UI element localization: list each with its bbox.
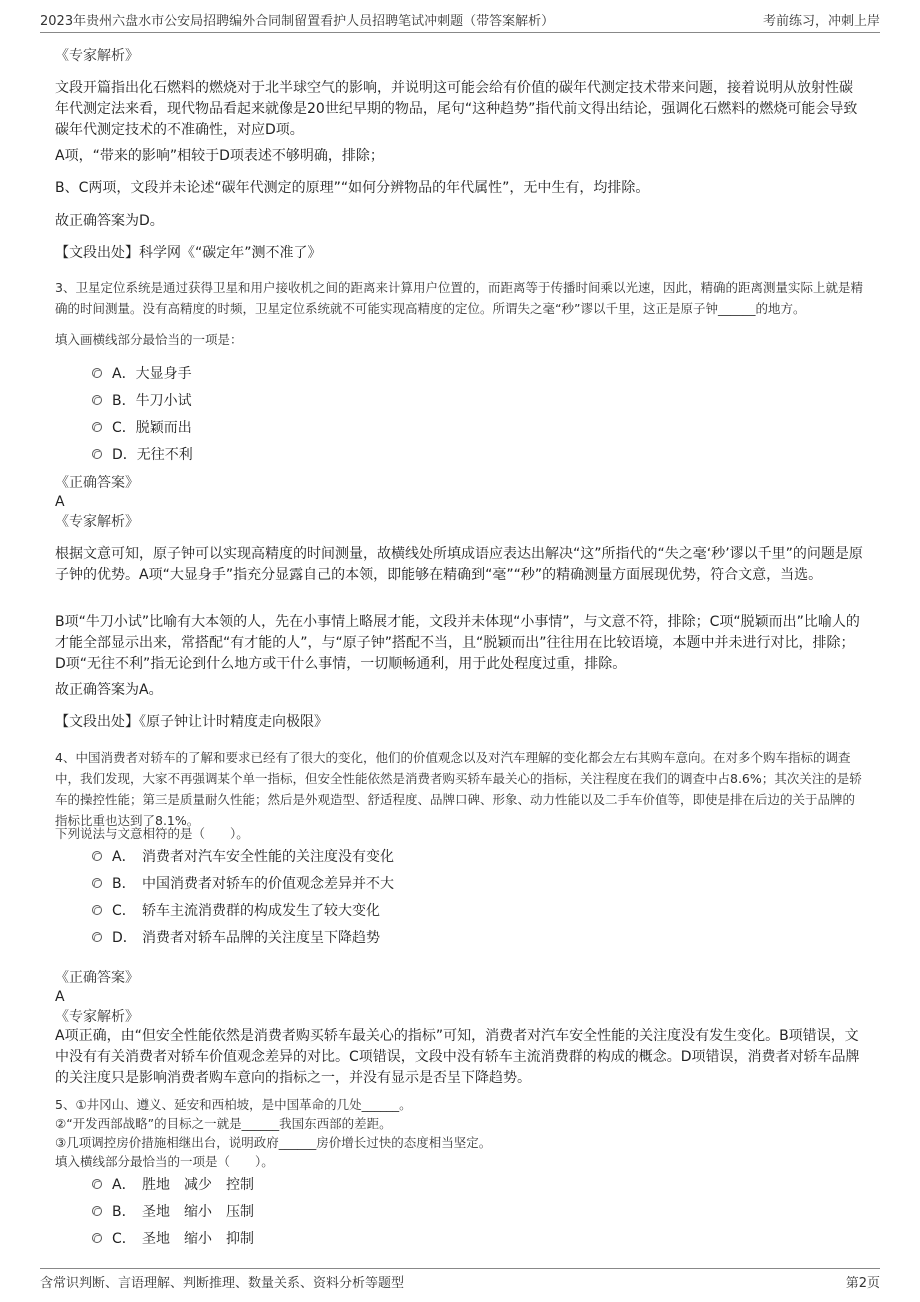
q3-option-a[interactable] [92,362,192,384]
q3-option-b[interactable] [92,389,192,411]
option-text: 脱颖而出 [135,420,192,436]
radio-icon[interactable] [92,878,102,888]
q2-analysis-para-2: A项，“带来的影响”相较于D项表述不够明确，排除； [55,148,384,164]
option-text: 胜地 减少 控制 [142,1177,254,1193]
q4-answer-label: 《正确答案》 [55,970,139,986]
option-text: 中国消费者对轿车的价值观念差异并不大 [142,876,394,892]
page-footer [40,1268,880,1293]
q2-source: 【文段出处】科学网《“碳定年”测不准了》 [55,245,322,261]
option-letter: B． [112,393,136,409]
q4-prompt: 下列说法与文意相符的是（ ）。 [55,826,249,841]
option-letter: B． [112,876,136,892]
q5-line-3: ③几项调控房价措施相继出台，说明政府______房价增长过快的态度相当坚定。 [55,1135,492,1150]
option-text: 消费者对汽车安全性能的关注度没有变化 [142,849,394,865]
header-slogan: 考前练习，冲刺上岸 [762,14,880,29]
q2-analysis-para-3: B、C两项，文段并未论述“碳年代测定的原理”“如何分辨物品的年代属性”，无中生有，均排除。 [55,180,650,196]
radio-icon[interactable] [92,1233,102,1243]
option-letter: C． [112,420,136,436]
q4-stem: 4、中国消费者对轿车的了解和要求已经有了很大的变化，他们的价值观念以及对汽车理解的变化都会左右其购车意向。在对多个购车指标的调查中，我们发现，大家不再强调某个单一指标，但安全性能依然是消费者购买轿车最关心的指标，关注程度在我们的调查中占8.6%；其次关注的是轿车的操控性能；第三是质量耐久性能；然后是外观造型、舒适程度、品牌口碑、形象、动力性能以及二手车价值等，即使是排在后边的关于品牌的指标比重也达到了8.1%。 [55,750,862,828]
radio-icon[interactable] [92,905,102,915]
radio-icon[interactable] [92,395,102,405]
q5-option-a[interactable] [92,1173,254,1195]
q3-source: 【文段出处】《原子钟让计时精度走向极限》 [55,714,328,730]
radio-icon[interactable] [92,1179,102,1189]
q5-prompt: 填入横线部分最恰当的一项是（ ）。 [55,1154,274,1169]
q5-line-2: ②“开发西部战略”的目标之一就是______我国东西部的差距。 [55,1116,392,1131]
q3-prompt: 填入画横线部分最恰当的一项是： [55,332,243,347]
q3-answer-label: 《正确答案》 [55,475,139,491]
radio-icon[interactable] [92,449,102,459]
option-text: 圣地 缩小 压制 [142,1204,254,1220]
option-letter: B． [112,1204,136,1220]
q3-option-c[interactable] [92,416,192,438]
footer-note: 含常识判断、言语理解、判断推理、数量关系、资料分析等题型 [40,1275,405,1291]
page-number: 第2页 [845,1275,880,1291]
q2-analysis-para-1: 文段开篇指出化石燃料的燃烧对于北半球空气的影响，并说明这可能会给有价值的碳年代测定技术带来问题，接着说明从放射性碳年代测定法来看，现代物品看起来就像是20世纪早期的物品，尾句“这种趋势”指代前文得出结论，强调化石燃料的燃烧可能会导致碳年代测定技术的不准确性，对应D项。 [55,80,858,138]
option-letter: A． [112,366,136,382]
option-text: 消费者对轿车品牌的关注度呈下降趋势 [142,930,380,946]
radio-icon[interactable] [92,1206,102,1216]
q4-option-c[interactable] [92,899,380,921]
option-letter: C． [112,903,136,919]
q3-stem: 3、卫星定位系统是通过获得卫星和用户接收机之间的距离来计算用户位置的，而距离等于传播时间乘以光速，因此，精确的距离测量实际上就是精确的时间测量。没有高精度的时频，卫星定位系统就不可能实现高精度的定位。所谓失之毫“秒”谬以千里，这正是原子钟______的地方。 [55,280,863,316]
q2-expert-label: 《专家解析》 [55,48,139,64]
q2-analysis-conclusion: 故正确答案为D。 [55,213,164,229]
option-letter: D． [112,447,137,463]
q5-option-c[interactable] [92,1227,254,1249]
document-title: 2023年贵州六盘水市公安局招聘编外合同制留置看护人员招聘笔试冲刺题（带答案解析） [40,14,555,29]
option-text: 圣地 缩小 抑制 [142,1231,254,1247]
q3-answer: A [55,494,65,510]
radio-icon[interactable] [92,422,102,432]
q4-expert-label: 《专家解析》 [55,1009,139,1025]
radio-icon[interactable] [92,368,102,378]
option-letter: A． [112,1177,136,1193]
option-letter: A． [112,849,136,865]
option-text: 轿车主流消费群的构成发生了较大变化 [142,903,380,919]
q3-expert-label: 《专家解析》 [55,514,139,530]
option-text: 牛刀小试 [135,393,192,409]
radio-icon[interactable] [92,851,102,861]
q5-line-1: 5、①井冈山、遵义、延安和西柏坡，是中国革命的几处______。 [55,1097,412,1112]
option-letter: C． [112,1231,136,1247]
q4-analysis: A项正确，由“但安全性能依然是消费者购买轿车最关心的指标”可知，消费者对汽车安全性能的关注度没有发生变化。B项错误，文中没有有关消费者对轿车价值观念差异的对比。C项错误，文段中没有轿车主流消费群的构成的概念。D项错误，消费者对轿车品牌的关注度只是影响消费者购车意向的指标之一，并没有显示是否呈下降趋势。 [55,1028,860,1086]
q4-answer: A [55,989,65,1005]
q4-option-b[interactable] [92,872,394,894]
q3-analysis-para-2: B项“牛刀小试”比喻有大本领的人，先在小事情上略展才能，文段并未体现“小事情”，与文意不符，排除；C项“脱颖而出”比喻人的才能全部显示出来，常搭配“有才能的人”，与“原子钟”搭配不当，且“脱颖而出”往往用在比较语境，本题中并未进行对比，排除；D项“无往不利”指无论到什么地方或干什么事情，一切顺畅通利，用于此处程度过重，排除。 [55,614,860,672]
q4-option-a[interactable] [92,845,394,867]
page-header [40,10,880,33]
q3-analysis-para-1: 根据文意可知，原子钟可以实现高精度的时间测量，故横线处所填成语应表达出解决“这”所指代的“失之毫‘秒’谬以千里”的问题是原子钟的优势。A项“大显身手”指充分显露自己的本领，即能够在精确到“毫”“秒”的精确测量方面展现优势，符合文意，当选。 [55,546,863,583]
q4-option-d[interactable] [92,926,380,948]
q3-analysis-conclusion: 故正确答案为A。 [55,682,163,698]
q3-option-d[interactable] [92,443,193,465]
option-text: 无往不利 [136,447,193,463]
option-text: 大显身手 [135,366,192,382]
option-letter: D． [112,930,137,946]
radio-icon[interactable] [92,932,102,942]
q5-option-b[interactable] [92,1200,254,1222]
